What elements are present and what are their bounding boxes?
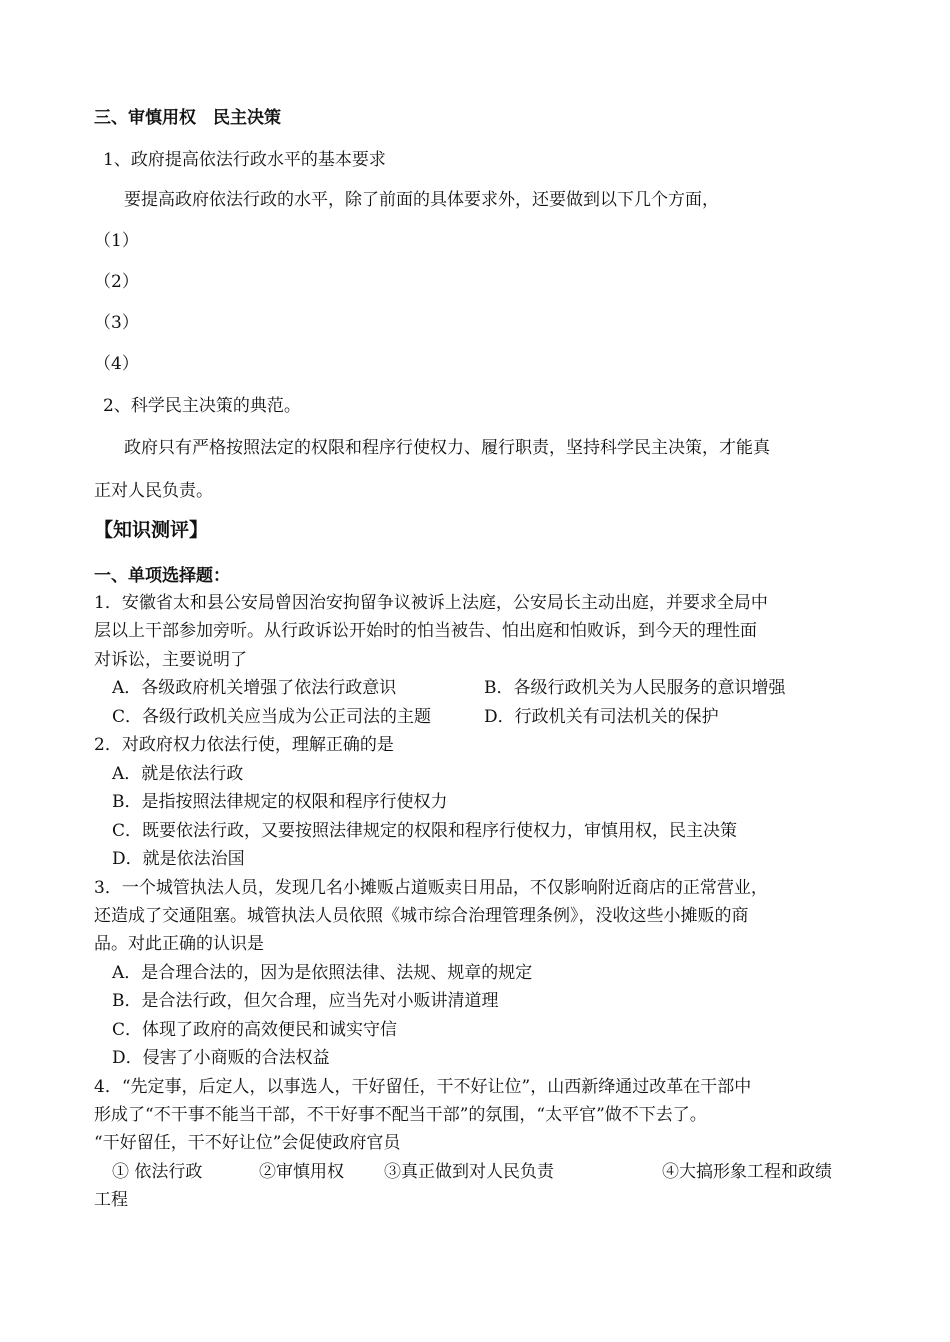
q2-option-c[interactable]: C．既要依法行政，又要按照法律规定的权限和程序行使权力，审慎用权，民主决策 xyxy=(112,821,738,841)
q4-tail: 工程 xyxy=(94,1190,128,1210)
item2-title: 2、科学民主决策的典范。 xyxy=(103,396,301,416)
q3-option-c[interactable]: C．体现了政府的高效便民和诚实守信 xyxy=(112,1020,398,1040)
item2-text-line1: 政府只有严格按照法定的权限和程序行使权力、履行职责，坚持科学民主决策，才能真 xyxy=(124,438,770,458)
q1-line-2: 层以上干部参加旁听。从行政诉讼开始时的怕当被告、怕出庭和怕败诉，到今天的理性面 xyxy=(94,621,757,641)
quiz-subheading: 一、单项选择题： xyxy=(94,566,230,586)
q4-choice-4: ④大搞形象工程和政绩 xyxy=(662,1162,832,1182)
q3-line-3: 品。对此正确的认识是 xyxy=(94,934,264,954)
q2-option-a[interactable]: A．就是依法行政 xyxy=(112,764,244,784)
q1-option-c[interactable]: C．各级行政机关应当成为公正司法的主题 xyxy=(112,707,432,727)
item1-intro: 要提高政府依法行政的水平，除了前面的具体要求外，还要做到以下几个方面， xyxy=(124,190,719,210)
q4-line-1: 4．“先定事，后定人，以事选人，干好留任，干不好让位”，山西新绛通过改革在干部中 xyxy=(94,1077,752,1097)
q1-line-1: 1．安徽省太和县公安局曾因治安拘留争议被诉上法庭，公安局长主动出庭，并要求全局中 xyxy=(94,593,768,613)
q3-option-a[interactable]: A．是合理合法的，因为是依照法律、法规、规章的规定 xyxy=(112,963,533,983)
q2-option-d[interactable]: D．就是依法治国 xyxy=(112,849,245,869)
q3-line-1: 3．一个城管执法人员，发现几名小摊贩占道贩卖日用品，不仅影响附近商店的正常营业， xyxy=(94,878,768,898)
q4-choice-3: ③真正做到对人民负责 xyxy=(384,1162,554,1182)
blank-4: （4） xyxy=(94,354,139,374)
q1-option-b[interactable]: B．各级行政机关为人民服务的意识增强 xyxy=(484,678,786,698)
item2-text-line2: 正对人民负责。 xyxy=(94,481,213,501)
blank-1: （1） xyxy=(94,231,139,251)
q1-line-3: 对诉讼，主要说明了 xyxy=(94,650,247,670)
quiz-heading: 【知识测评】 xyxy=(94,519,209,541)
q1-option-d[interactable]: D．行政机关有司法机关的保护 xyxy=(484,707,719,727)
blank-2: （2） xyxy=(94,272,139,292)
q3-option-b[interactable]: B．是合法行政，但欠合理，应当先对小贩讲清道理 xyxy=(112,991,499,1011)
q4-line-3: “干好留任，干不好让位”会促使政府官员 xyxy=(94,1133,401,1153)
q1-option-a[interactable]: A．各级政府机关增强了依法行政意识 xyxy=(112,678,397,698)
q4-choice-2: ②审慎用权 xyxy=(259,1162,344,1182)
q3-option-d[interactable]: D．侵害了小商贩的合法权益 xyxy=(112,1048,330,1068)
section-heading: 三、审慎用权 民主决策 xyxy=(94,108,281,128)
item1-title: 1、政府提高依法行政水平的基本要求 xyxy=(103,150,386,170)
q2-line-1: 2．对政府权力依法行使，理解正确的是 xyxy=(94,735,394,755)
q4-line-2: 形成了“不干事不能当干部，不干好事不配当干部”的氛围，“太平官”做不下去了。 xyxy=(94,1105,707,1125)
q2-option-b[interactable]: B．是指按照法律规定的权限和程序行使权力 xyxy=(112,792,448,812)
q3-line-2: 还造成了交通阻塞。城管执法人员依照《城市综合治理管理条例》，没收这些小摊贩的商 xyxy=(94,906,749,926)
q4-choice-1: ① 依法行政 xyxy=(112,1162,203,1182)
blank-3: （3） xyxy=(94,313,139,333)
